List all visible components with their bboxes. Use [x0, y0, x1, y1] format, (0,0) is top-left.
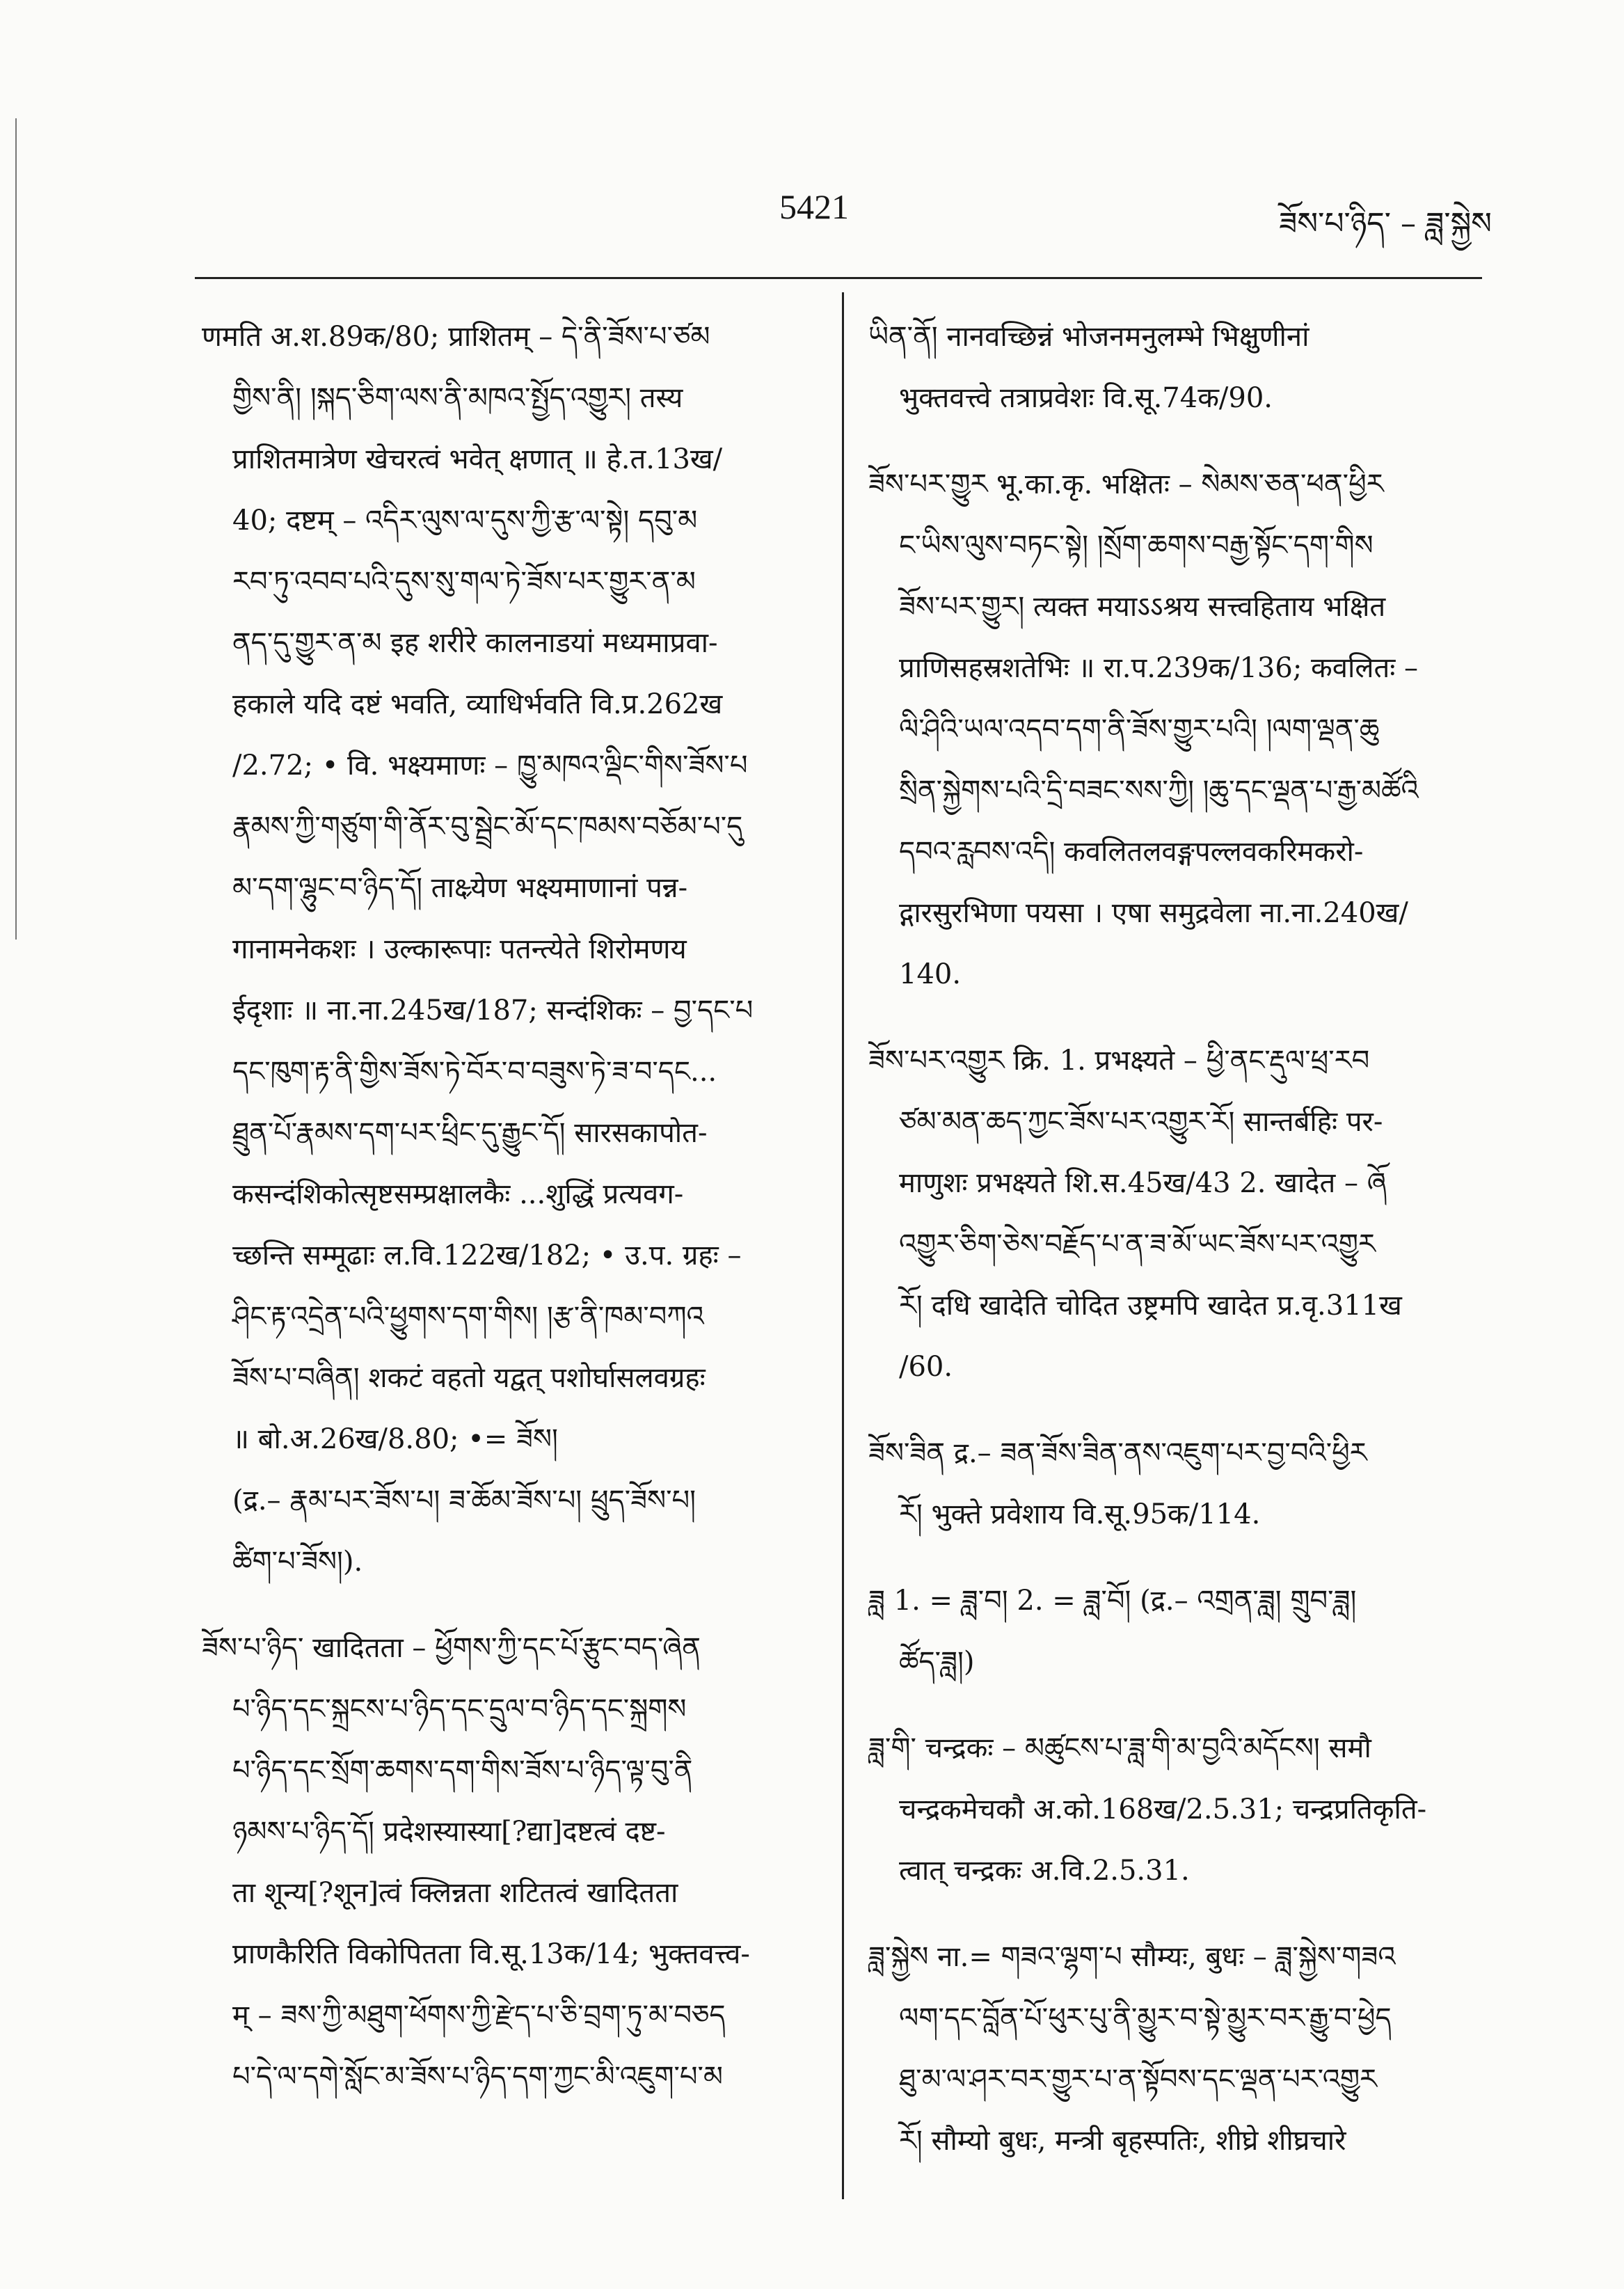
entry-line: ཟོས་ཟིན द्र.– ཟན་ཟོས་ཟིན་ནས་འཇུག་པར་བྱ་བའི་ཕྱིར [868, 1437, 1367, 1469]
entry-line: ཟོས་པར་གྱུར भू.का.कृ. भक्षितः – སེམས་ཅན་ཕན་ཕྱིར [868, 468, 1384, 500]
entry-line: ཉམས་པ་ཉིད་དོ། प्रदेशस्यास्या[?द्या]दष्टत्वं दष्ट- [232, 1816, 666, 1848]
right-column [868, 306, 1481, 2196]
entry-line: ॥ बो.अ.26ख/8.80; •= ཟོས། [232, 1423, 558, 1455]
entry-line: ཙམ་མན་ཆད་ཀྱང་ཟོས་པར་འགྱུར་རོ། सान्तर्बहिः पर- [899, 1106, 1383, 1138]
entry-line: ཤིང་རྟ་འདྲེན་པའི་ཕྱུགས་དག་གིས། །རྩ་ནི་ཁམ་བཀའ [232, 1301, 704, 1333]
page-number: 5421 [779, 187, 849, 226]
entry-line: འགྱུར་ཅིག་ཅེས་བརྗོད་པ་ན་ཟ་མོ་ཡང་ཟོས་པར་འགྱུར [899, 1228, 1376, 1260]
entry-line: प्राणकैरिति विकोपितता वि.सू.13क/14; भुक्तवत्त्व- [232, 1938, 750, 1970]
entry-line: ནད་དུ་གྱུར་ན་མ इह शरीरे कालनाडयां मध्यमाप्रवा- [232, 627, 718, 659]
entry-line: ཐྲུན་པོ་རྣམས་དག་པར་ཕྲིང་དུ་རྒྱུང་དོ། सारसकापोत- [232, 1117, 708, 1149]
entry-line: གྱིས་ནི། །སྐད་ཅིག་ལས་ནི་མཁའ་སྤྱོད་འགྱུར། तस्य [232, 382, 683, 414]
entry-line: प्राणिसहस्रशतेभिः ॥ रा.प.239क/136; कवलितः – [899, 652, 1419, 684]
entry-line: ईदृशाः ॥ ना.ना.245ख/187; सन्दंशिकः – བྱ་དང་པ [232, 995, 754, 1027]
entry-line: པ་ཉིད་དང་སྐྲངས་པ་ཉིད་དང་དྲུལ་བ་ཉིད་དང་སྐྲགས [232, 1693, 687, 1725]
right-dictionary-entry [868, 306, 1481, 429]
column-divider [842, 292, 844, 2199]
right-dictionary-entry [868, 454, 1481, 1005]
right-dictionary-entry [868, 1926, 1481, 2171]
entry-line: ता शून्य[?शून]त्वं क्लिन्नता शटितत्वं खादितता [232, 1877, 678, 1909]
entry-line: ཚོད་ཟླ།) [899, 1646, 975, 1678]
entry-line: དང་ཁུག་རྟ་ནི་གྱིས་ཟོས་ཏེ་བོར་བ་བཟུས་ཏེ་ཟ་བ་དང... [232, 1056, 717, 1088]
entry-line: गानामनेकशः । उल्कारूपाः पतन्त्येते शिरोमणय [232, 933, 687, 965]
entry-line: ཟོས་པར་གྱུར། त्यक्त मयाऽऽश्रय सत्त्वहिताय भक्षित [899, 591, 1386, 623]
entry-line: རོ། भुक्ते प्रवेशाय वि.सू.95क/114. [899, 1498, 1261, 1530]
entry-line: /2.72; • वि. भक्ष्यमाणः – ཁྱུ་མཁའ་ལྡིང་གིས་ཟོས་པ [232, 750, 748, 782]
entry-line: ཚིག་པ་ཟོས།). [232, 1546, 363, 1578]
entry-line: हकाले यदि दष्टं भवति, व्याधिर्भवति वि.प्र.262ख [232, 688, 723, 720]
entry-line: ཟླ་སྐྱེས ना.= གཟའ་ལྷག་པ सौम्यः, बुधः – ཟླ་སྐྱེས་གཟའ [868, 1941, 1396, 1973]
entry-line: ཟླ་གི་ चन्द्रकः – མཚུངས་པ་ཟླ་གི་མ་བྱའི་མདོངས། समौ [868, 1732, 1371, 1764]
entry-line: माणुशः प्रभक्ष्यते शि.स.45ख/43 2. खादेत – ཞོ [899, 1167, 1387, 1199]
right-dictionary-entry [868, 1570, 1481, 1693]
entry-line: त्वात् चन्द्रकः अ.वि.2.5.31. [899, 1855, 1190, 1887]
entry-line: द्गारसुरभिणा पयसा । एषा समुद्रवेला ना.ना.240ख/ [899, 897, 1408, 929]
entry-line: སྲིན་སྐྱེགས་པའི་དྲི་བཟང་སས་ཀྱི། །ཆུ་དང་ལྡན་པ་རྒྱ་མཚོའི [899, 775, 1419, 807]
entry-line: རོ། दधि खादेति चोदित उष्ट्रमपि खादेत प्र.वृ.311ख [899, 1290, 1402, 1322]
entry-line: རབ་ཏུ་འབབ་པའི་དུས་སུ་གལ་ཏེ་ཟོས་པར་གྱུར་ན་མ [232, 566, 696, 598]
entry-line: ཟོས་པ་བཞིན། शकटं वहतो यद्वत् पशोर्घासलवग्रहः [232, 1362, 706, 1394]
entry-line: ཟོས་པར་འགྱུར क्रि. 1. प्रभक्ष्यते – ཕྱི་ནང་རྡུལ་ཕྲ་རབ [868, 1045, 1370, 1077]
entry-line: ང་ཡིས་ལུས་བཏང་སྟེ། །སྲོག་ཆགས་བརྒྱ་སྟོང་དག་གིས [899, 530, 1374, 562]
entry-line: ཟླ 1. = ཟླ་བ། 2. = ཟླ་བོ། (द्र.– འགྲན་ཟླ། གྲུབ་ཟླ། [868, 1585, 1357, 1617]
right-dictionary-entry [868, 1423, 1481, 1545]
entry-line: चन्द्रकमेचकौ अ.को.168ख/2.5.31; चन्द्रप्रतिकृति- [899, 1793, 1427, 1825]
entry-line: ཡིན་ནོ། नानवच्छिन्नं भोजनमनुलम्भे भिक्षुणीनां [868, 321, 1309, 353]
entry-line: རྣམས་ཀྱི་གཙུག་གི་ནོར་བུ་སྦྲེང་མོ་དང་ཁམས་བཅོམ་པ་དུ [232, 811, 743, 843]
entry-line: 40; दष्टम् – འདིར་ལུས་ལ་དུས་ཀྱི་རྩ་ལ་སྟེ། དབུ་མ [232, 505, 698, 537]
left-dictionary-entry [202, 1617, 821, 2107]
left-dictionary-entry [202, 306, 821, 1592]
left-column [202, 306, 821, 2132]
entry-line: (द्र.– རྣམ་པར་ཟོས་པ། ཟ་ཆོམ་ཟོས་པ། ཕྲུད་ཟོས་པ། [232, 1484, 696, 1516]
entry-line: ལི་ཤིའི་ཡལ་འདབ་དག་ནི་ཟོས་གྱུར་པའི། །ལག་ལྡན་ཆུ [899, 713, 1380, 745]
right-dictionary-entry [868, 1718, 1481, 1901]
entry-line: म् – ཟས་ཀྱི་མཐུག་ཕོགས་ཀྱི་རྫེད་པ་ཅི་བྲག་ཏུ་མ་བཅད [232, 1999, 726, 2031]
entry-line: ཟོས་པ་ཉིད་ खादितता – ཕྱོགས་ཀྱི་དང་པོ་རྩུང་བད་ཞེན [202, 1632, 701, 1664]
entry-line: ཐུ་མ་ལ་ཤར་བར་གྱུར་པ་ན་སྟོབས་དང་ལྡན་པར་འགྱུར [899, 2064, 1378, 2096]
entry-line: མ་དག་ལྷུང་བ་ཉིད་དོ། ताक्ष्र्येण भक्ष्यमाणानां पन्न- [232, 872, 688, 904]
entry-line: 140. [899, 958, 962, 990]
running-head: ཟོས་པ་ཉིད་ – ཟླ་སྐྱེས [1279, 206, 1492, 241]
entry-line: དབའ་རླབས་འདི། कवलितलवङ्गपल्लवकरिमकरो- [899, 836, 1364, 868]
right-dictionary-entry [868, 1030, 1481, 1397]
entry-line: णमति अ.श.89क/80; प्राशितम् – དེ་ནི་ཟོས་པ་ཙམ [202, 321, 710, 353]
entry-line: པ་ཉིད་དང་སྲོག་ཆགས་དག་གིས་ཟོས་པ་ཉིད་ལྟ་བུ་ནི [232, 1755, 693, 1787]
entry-line: कसन्दंशिकोत्सृष्टसम्प्रक्षालकैः ...शुद्धिं प्रत्यवग- [232, 1178, 684, 1210]
entry-line: च्छन्ति सम्मूढाः ल.वि.122ख/182; • उ.प. ग्रहः – [232, 1239, 742, 1272]
entry-line: ལག་དང་བློན་པོ་ཕུར་པུ་ནི་མྱུར་བ་སྟེ་མྱུར་བར་རྒྱུ་བ་ཕྱེད [899, 2002, 1392, 2034]
margin-mark [15, 118, 17, 940]
entry-line: भुक्तवत्त्वे तत्राप्रवेशः वि.सू.74क/90. [899, 382, 1273, 414]
entry-line: པ་དེ་ལ་དགེ་སློང་མ་ཟོས་པ་ཉིད་དག་ཀྱང་མི་འཇུག་པ་མ [232, 2061, 723, 2093]
header-rule [195, 277, 1482, 279]
entry-line: རོ། सौम्यो बुधः, मन्त्री बृहस्पतिः, शीघ्रे शीघ्रचारे [899, 2125, 1346, 2157]
entry-line: /60. [899, 1351, 953, 1383]
entry-line: प्राशितमात्रेण खेचरत्वं भवेत् क्षणात् ॥ हे.त.13ख/ [232, 443, 723, 475]
